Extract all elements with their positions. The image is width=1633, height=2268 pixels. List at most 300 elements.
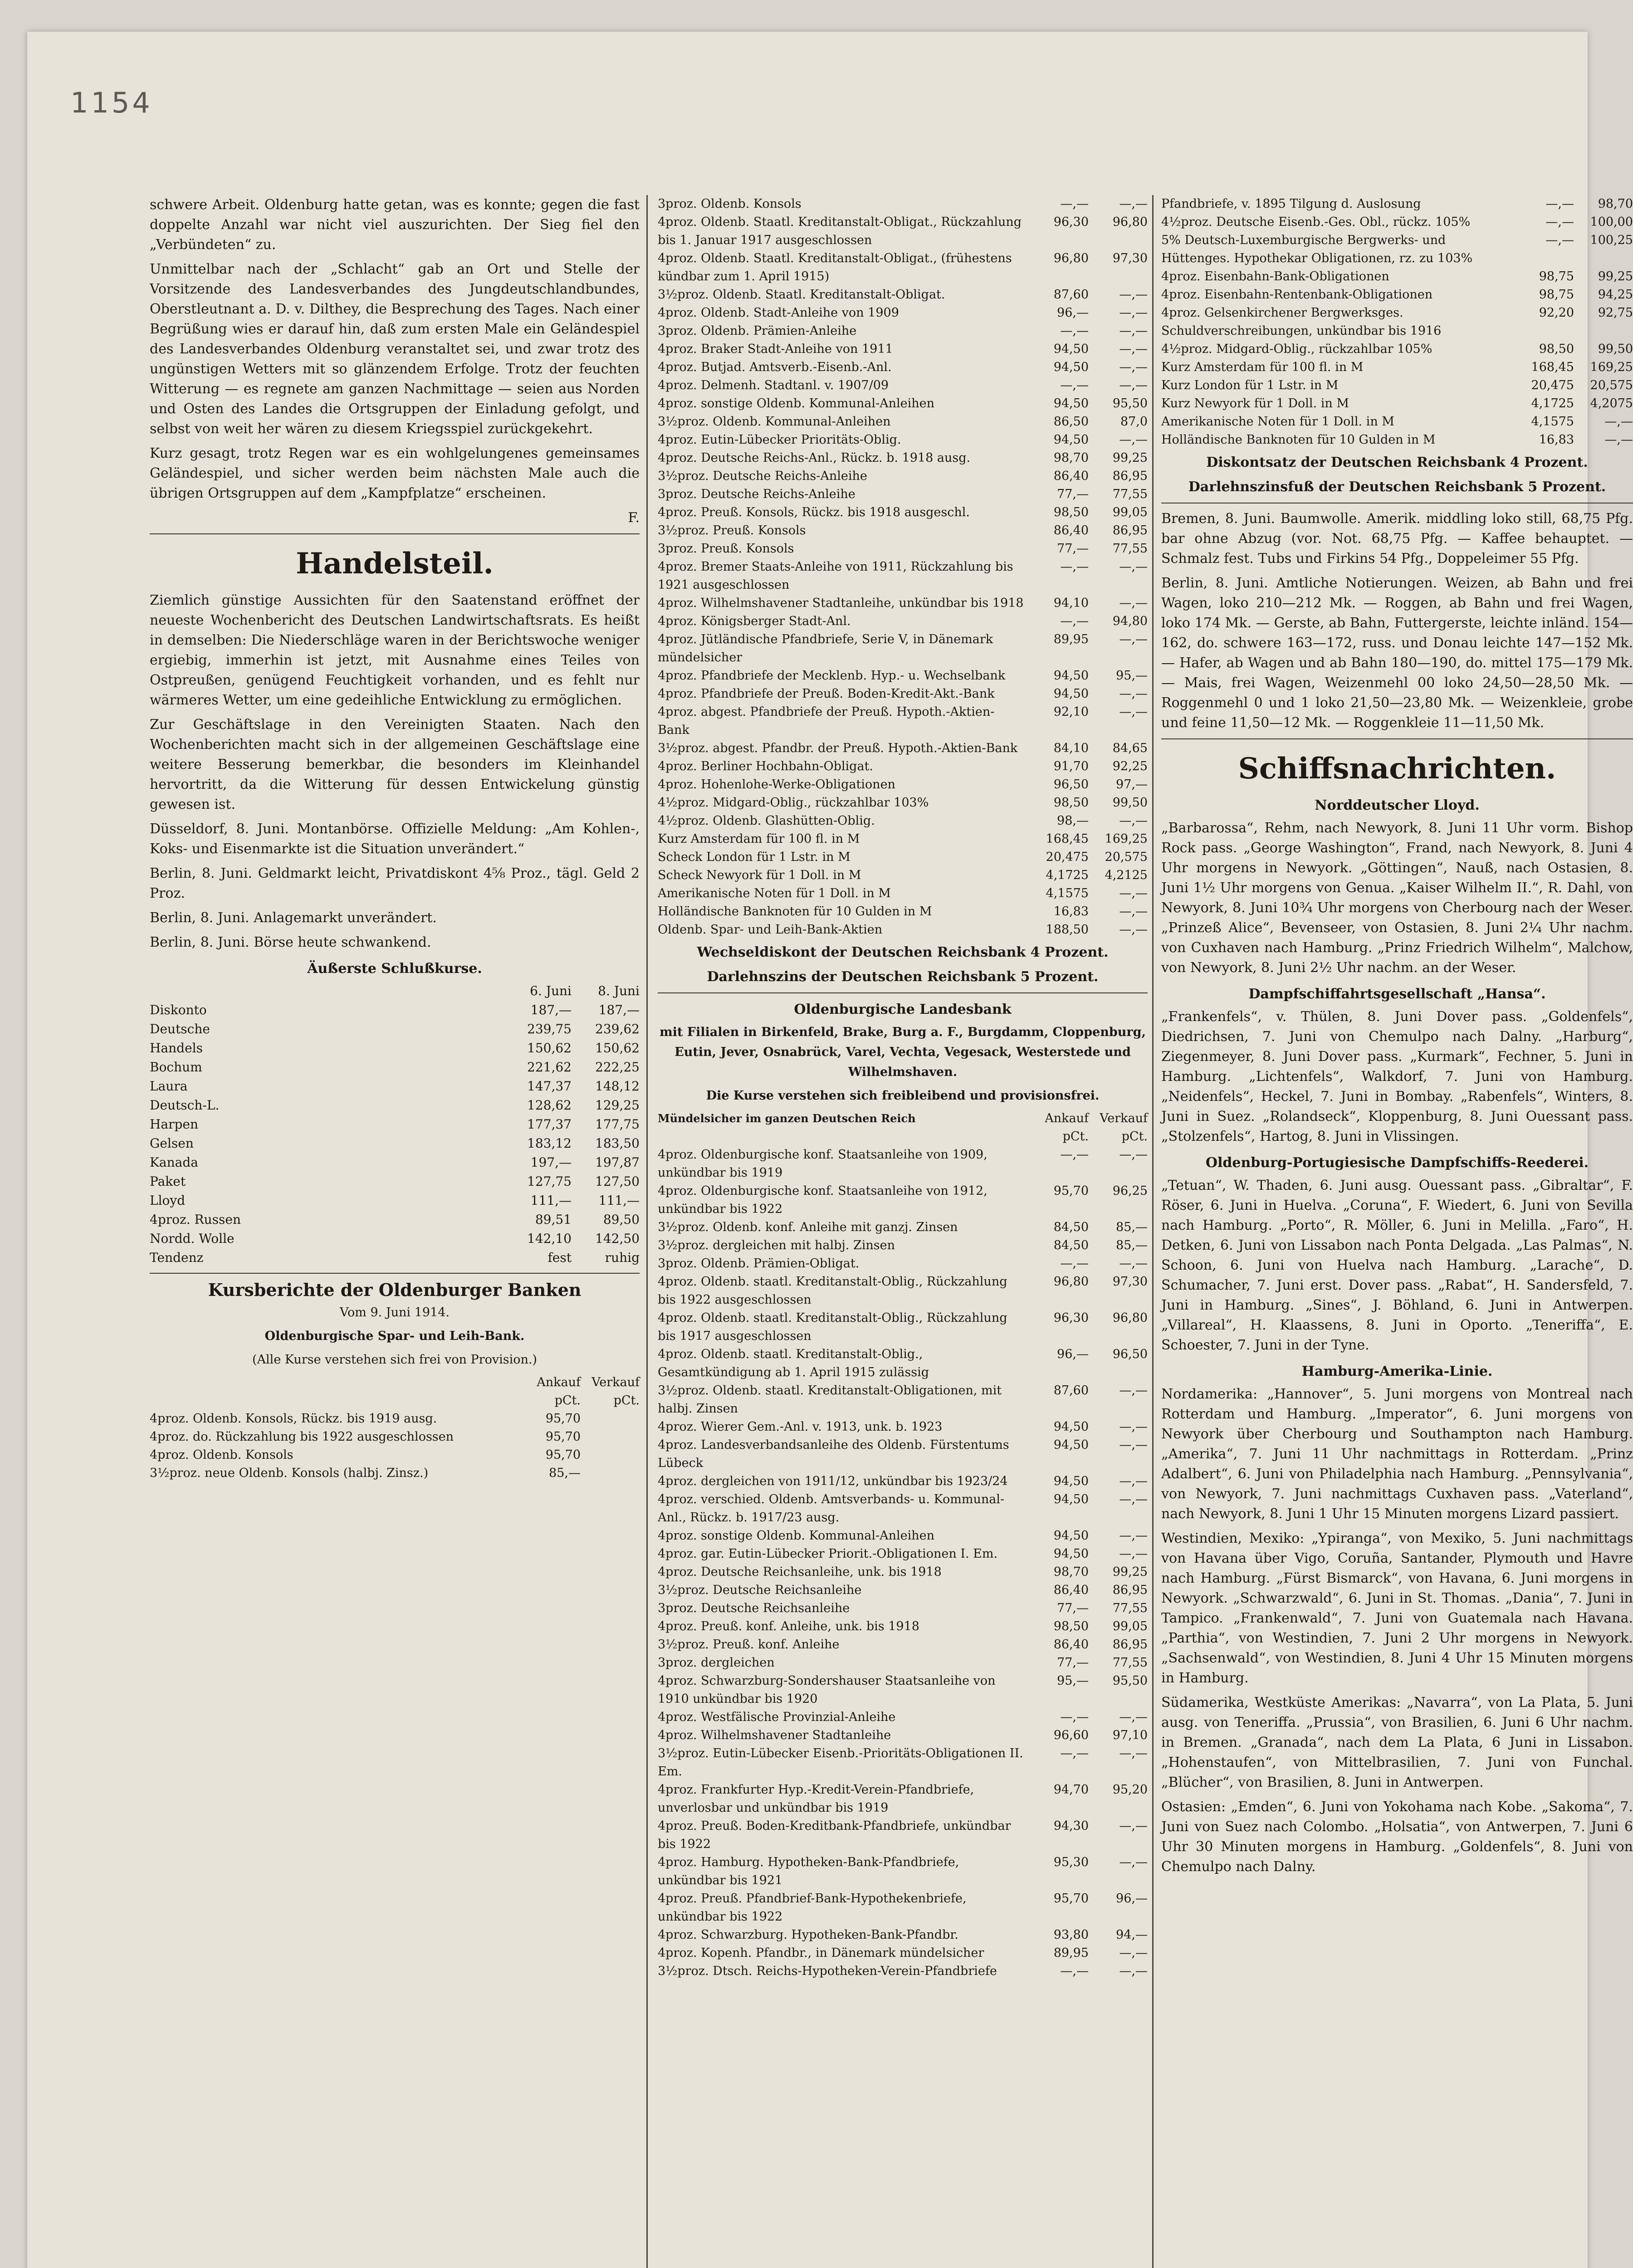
column-rule: [646, 195, 648, 2268]
bond-ankauf: 85,—: [549, 1466, 581, 1480]
bond-row: [658, 903, 1148, 921]
bond-row: [658, 830, 1148, 848]
schluss-row: [150, 1153, 640, 1172]
landesbank-table: [658, 1146, 1148, 1980]
landesbank-title: Oldenburgische Landesbank: [794, 1002, 1012, 1017]
schluss-name: Paket: [150, 1174, 186, 1189]
schluss-row: [150, 1039, 640, 1058]
bond-row: [658, 467, 1148, 485]
bond-row: [658, 631, 1148, 667]
bond-verkauf: —,—: [1119, 923, 1148, 937]
bond-description: 4proz. Oldenburgische konf. Staatsanleihe von 1909, unkündbar bis 1919: [658, 1148, 988, 1180]
bond-description: 4proz. Butjad. Amtsverb.-Eisenb.-Anl.: [658, 360, 892, 374]
bond-description: 3½proz. Dtsch. Reichs-Hypotheken-Verein-Pfandbriefe: [658, 1964, 997, 1978]
bond-row: [658, 413, 1148, 431]
bond-description: Holländische Banknoten für 10 Gulden in M: [1161, 433, 1436, 447]
bond-verkauf: 95,50: [1112, 1674, 1148, 1688]
bond-row: [658, 286, 1148, 304]
bond-verkauf: 99,50: [1112, 796, 1148, 810]
bond-description: 4proz. sonstige Oldenb. Kommunal-Anleihen: [658, 1529, 935, 1543]
bond-description: 4proz. Frankfurter Hyp.-Kredit-Verein-Pfandbriefe, unverlosbar und unkündbar bis 1919: [658, 1783, 974, 1815]
bond-verkauf: —,—: [1119, 1492, 1148, 1506]
bond-ankauf: —,—: [1545, 197, 1574, 211]
schluss-name: Harpen: [150, 1117, 199, 1132]
bond-description: 4proz. Preuß. Konsols, Rückz. bis 1918 ausgeschl.: [658, 505, 970, 519]
bond-verkauf: 86,95: [1112, 1637, 1148, 1652]
bond-description: Amerikanische Noten für 1 Doll. in M: [1161, 415, 1394, 429]
bond-ankauf: 94,50: [1053, 1474, 1089, 1488]
bond-verkauf: —,—: [1119, 1964, 1148, 1978]
schluss-name: Handels: [150, 1041, 203, 1056]
schluss-value: 142,10: [527, 1231, 572, 1246]
schluss-value: 222,25: [595, 1060, 640, 1075]
bond-ankauf: 96,80: [1053, 251, 1089, 265]
handel-paragraph: Zur Geschäftslage in den Vereinigten Staaten. Nach den Wochenberichten macht sich in der allgemeinen Geschäftslage eine weitere Besserung bemerkbar, die besonders im Kleinhandel hervortritt, da die Witterung für dessen Entwickelung günstig gewesen ist.: [150, 717, 640, 812]
bond-ankauf: 94,50: [1053, 342, 1089, 356]
lloyd-text: „Barbarossa“, Rehm, nach Newyork, 8. Juni 11 Uhr vorm. Bishop Rock pass. „George Washington“, Frand, nach Newyork, 8. Juni 4 Uhr morgens in Newyork. „Göttingen“, Nauß, nach Ostasien, 8. Juni 1½ Uhr morgens von Genua. „Kaiser Wilhelm II.“, R. Dahl, von Newyork, 8. Juni 10¾ Uhr morgens von Cherbourg nach der Weser. „Prinzeß Alice“, Bevenseer, von Ostasien, 8. Juni 2¼ Uhr nachm. von Cuxhaven nach Hamburg. „Prinz Friedrich Wilhelm“, Malchow, von Newyork, 8. Juni 2½ Uhr nachm. an der Weser.: [1161, 820, 1633, 976]
bond-ankauf: 94,70: [1053, 1783, 1089, 1797]
bond-description: 4proz. Westfälische Provinzial-Anleihe: [658, 1710, 896, 1724]
bond-row: [1161, 340, 1633, 358]
bond-verkauf: 100,25: [1590, 233, 1633, 247]
bond-ankauf: 94,10: [1053, 596, 1089, 610]
bond-verkauf: 94,25: [1598, 288, 1633, 302]
bond-description: 3proz. Oldenb. Prämien-Anleihe: [658, 324, 857, 338]
bond-verkauf: —,—: [1119, 197, 1148, 211]
bond-verkauf: 20,575: [1105, 850, 1148, 864]
bond-description: 4proz. Preuß. Pfandbrief-Bank-Hypothekenbriefe, unkündbar bis 1922: [658, 1892, 967, 1924]
schluss-table: [150, 1001, 640, 1267]
bond-row: [658, 1527, 1148, 1545]
bond-verkauf: 92,25: [1112, 759, 1148, 773]
bond-description: Oldenb. Spar- und Leih-Bank-Aktien: [658, 923, 883, 937]
bond-description: Kurz Amsterdam für 100 fl. in M: [658, 832, 860, 846]
bond-row: [1161, 304, 1633, 340]
bond-ankauf: 77,—: [1057, 542, 1089, 556]
sport-paragraph: Kurz gesagt, trotz Regen war es ein wohlgelungenes gemeinsames Geländespiel, und sicher werden beim nächsten Male auch die übrigen Ortsgruppen auf dem „Kampfplatze“ erscheinen.: [150, 445, 640, 501]
bond-row: [1161, 268, 1633, 286]
bond-description: 4proz. Wierer Gem.-Anl. v. 1913, unk. b. 1923: [658, 1420, 943, 1434]
bond-row: [1161, 213, 1633, 231]
bond-ankauf: 89,95: [1053, 1946, 1089, 1960]
bond-description: 3½proz. Oldenb. Kommunal-Anleihen: [658, 415, 891, 429]
market-paragraph: Bremen, 8. Juni. Baumwolle. Amerik. middling loko still, 68,75 Pfg. bar ohne Abzug (vor. Not. 68,75 Pfg. — Kaffee behauptet. — Schmalz fest. Tubs und Firkins 54 Pfg., Doppeleimer 55 Pfg.: [1161, 511, 1633, 567]
bond-row: [150, 1446, 640, 1464]
bond-row: [658, 667, 1148, 685]
bond-ankauf: 94,50: [1053, 433, 1089, 447]
bond-description: 4proz. Oldenb. Staatl. Kreditanstalt-Obligat., (frühestens kündbar zum 1. April 1915): [658, 251, 1012, 284]
market-reports: [1161, 509, 1633, 733]
bond-description: 4proz. Oldenb. staatl. Kreditanstalt-Oblig., Rückzahlung bis 1922 ausgeschlossen: [658, 1275, 1007, 1307]
bond-description: 4proz. Wilhelmshavener Stadtanleihe, unkündbar bis 1918: [658, 596, 1024, 610]
bond-ankauf: 98,70: [1053, 451, 1089, 465]
bond-verkauf: 77,55: [1112, 542, 1148, 556]
bond-verkauf: 87,0: [1120, 415, 1148, 429]
hansa-title: Dampfschiffahrtsgesellschaft „Hansa“.: [1248, 986, 1546, 1002]
bond-verkauf: 77,55: [1112, 1601, 1148, 1615]
bond-row: [658, 1563, 1148, 1581]
bond-verkauf: 96,80: [1112, 215, 1148, 229]
bond-row: [658, 1890, 1148, 1926]
bond-ankauf: 95,70: [1053, 1892, 1089, 1906]
bond-description: 4proz. Eisenbahn-Rentenbank-Obligationen: [1161, 288, 1433, 302]
page-number: 1154: [70, 86, 153, 119]
bond-ankauf: 95,70: [545, 1430, 581, 1444]
bond-verkauf: 100,00: [1590, 215, 1633, 229]
schluss-value: fest: [548, 1250, 572, 1265]
bond-verkauf: 94,80: [1112, 614, 1148, 628]
schluss-value: 187,—: [530, 1002, 572, 1017]
portug-title: Oldenburg-Portugiesische Dampfschiffs-Reederei.: [1205, 1155, 1589, 1171]
column-left: [150, 195, 640, 2268]
column-right: [1161, 195, 1633, 2268]
bond-ankauf: 4,1575: [1046, 886, 1089, 900]
schluss-name: 4proz. Russen: [150, 1212, 241, 1227]
bond-description: 4proz. Landesverbandsanleihe des Oldenb. Fürstentums Lübeck: [658, 1438, 1009, 1470]
schluss-value: 150,62: [595, 1041, 640, 1056]
bond-verkauf: 4,2125: [1105, 868, 1148, 882]
schluss-name: Laura: [150, 1079, 188, 1094]
bond-ankauf: —,—: [1545, 233, 1574, 247]
bond-ankauf: —,—: [1060, 614, 1089, 628]
bond-description: 3proz. Oldenb. Konsols: [658, 197, 802, 211]
schluss-row: [150, 1096, 640, 1115]
bond-ankauf: 86,40: [1053, 523, 1089, 538]
bond-verkauf: —,—: [1119, 904, 1148, 919]
bond-description: Kurz Newyork für 1 Doll. in M: [1161, 396, 1349, 411]
bond-row: [658, 1218, 1148, 1237]
bond-verkauf: 97,10: [1112, 1728, 1148, 1742]
hapag-paragraph: Westindien, Mexiko: „Ypiranga“, von Mexiko, 5. Juni nachmittags von Havana über Vigo, Coruña, Santander, Plymouth und Havre nach Hamburg. „Fürst Bismarck“, von Havana, 6. Juni morgens in Newyork. „Schwarzwald“, 6. Juni in St. Thomas. „Dania“, 7. Juni in Tampico. „Frankenwald“, 7. Juni von Guatemala nach Havana. „Parthia“, von Westindien, 7. Juni 2 Uhr morgens in Newyork. „Sachsenwald“, von Westindien, 8. Juni 4 Uhr 15 Minuten morgens in Hamburg.: [1161, 1530, 1633, 1686]
bond-description: Scheck London für 1 Lstr. in M: [658, 850, 851, 864]
bond-verkauf: 95,50: [1112, 396, 1148, 411]
hansa-text: „Frankenfels“, v. Thülen, 8. Juni Dover pass. „Goldenfels“, Diedrichsen, 7. Juni von Chemulpo nach Dalny. „Harburg“, Ziegenmeyer, 8. Juni Dover pass. „Kurmark“, Fechner, 5. Juni in Hamburg. „Lichtenfels“, Walkdorf, 7. Juni von Hamburg. „Neidenfels“, Heckel, 7. Juni in Bombay. „Rabenfels“, Winters, 8. Juni in Suez. „Rolandseck“, Kloppenburg, 8. Juni Ouessant pass. „Stolzenfels“, Hartog, 8. Juni in Vlissingen.: [1161, 1009, 1633, 1144]
bond-description: 3proz. dergleichen: [658, 1656, 775, 1670]
bond-row: [658, 522, 1148, 540]
bond-ankauf: 188,50: [1046, 923, 1089, 937]
bond-row: [658, 1418, 1148, 1436]
bond-description: 4proz. Hohenlohe-Werke-Obligationen: [658, 777, 895, 792]
bond-verkauf: 86,95: [1112, 1583, 1148, 1597]
bond-row: [658, 376, 1148, 395]
bond-ankauf: 87,60: [1053, 288, 1089, 302]
bond-row: [658, 503, 1148, 522]
bond-description: 3½proz. Oldenb. staatl. Kreditanstalt-Obligationen, mit halbj. Zinsen: [658, 1383, 1002, 1416]
bond-ankauf: 96,30: [1053, 215, 1089, 229]
sport-paragraph: Unmittelbar nach der „Schlacht“ gab an Ort und Stelle der Vorsitzende des Landesverbandes des Jungdeutschlandbundes, Oberstleutnant a. D. v. Dilthey, die Besprechung des Tages. Nach einer Begrüßung wies er darauf hin, daß zum ersten Male ein Geländespiel des Landesverbandes Oldenburg veranstaltet sei, und zwar trotz des ungünstigen Wetters mit so glänzendem Erfolge. Trotz der feuchten Witterung — es regnete am ganzen Nachmittage — seien aus Norden und Osten des Landes die Ortsgruppen der Einladung gefolgt, und selbst von weit her wären zu diesem Kriegsspiel zurückgekehrt.: [150, 261, 640, 437]
bond-row: [658, 1309, 1148, 1345]
bond-verkauf: 95,—: [1116, 669, 1148, 683]
bond-verkauf: 99,25: [1112, 451, 1148, 465]
schluss-name: Tendenz: [150, 1250, 204, 1265]
bond-verkauf: 99,25: [1112, 1565, 1148, 1579]
bond-ankauf: 94,50: [1053, 1438, 1089, 1452]
bond-row: [658, 1654, 1148, 1672]
bond-ankauf: 86,40: [1053, 469, 1089, 483]
bond-ankauf: —,—: [1060, 1148, 1089, 1162]
bond-verkauf: —,—: [1119, 1420, 1148, 1434]
handel-body: [150, 591, 640, 953]
schluss-row: [150, 1115, 640, 1134]
bond-ankauf: 89,95: [1053, 632, 1089, 646]
bond-description: Holländische Banknoten für 10 Gulden in M: [658, 904, 932, 919]
schluss-value: 197,—: [530, 1155, 572, 1170]
bond-description: 5% Deutsch-Luxemburgische Bergwerks- und Hüttenges. Hypothekar Obligationen, rz. zu 103%: [1161, 233, 1473, 265]
bond-verkauf: —,—: [1119, 306, 1148, 320]
bond-description: 4½proz. Deutsche Eisenb.-Ges. Obl., rückz. 105%: [1161, 215, 1471, 229]
bond-description: 4proz. Oldenb. staatl. Kreditanstalt-Oblig., Rückzahlung bis 1917 ausgeschlossen: [658, 1311, 1007, 1343]
schiff-title: Schiffsnachrichten.: [1238, 752, 1556, 786]
bond-description: 4proz. Oldenb. Stadt-Anleihe von 1909: [658, 306, 899, 320]
bond-ankauf: 95,70: [1053, 1184, 1089, 1198]
bond-description: Scheck Newyork für 1 Doll. in M: [658, 868, 861, 882]
landesbank-sub: mit Filialen in Birkenfeld, Brake, Burg a. F., Burgdamm, Cloppenburg, Eutin, Jever, Osnabrück, Varel, Vechta, Vegesack, Westerstede und Wilhelmshaven.: [660, 1025, 1146, 1079]
bond-ankauf: 94,50: [1053, 396, 1089, 411]
bond-description: 4proz. Hamburg. Hypotheken-Bank-Pfandbriefe, unkündbar bis 1921: [658, 1855, 959, 1887]
bond-row: [658, 431, 1148, 449]
bond-verkauf: —,—: [1119, 342, 1148, 356]
bond-verkauf: 169,25: [1590, 360, 1633, 374]
hapag-body: [1161, 1384, 1633, 1877]
hapag-paragraph: Ostasien: „Emden“, 6. Juni von Yokohama nach Kobe. „Sakoma“, 7. Juni von Suez nach Colombo. „Holsatia“, von Antwerpen, 7. Juni 6 Uhr 30 Minuten morgens in Hamburg. „Goldenfels“, 8. Juni von Chemulpo nach Dalny.: [1161, 1799, 1633, 1875]
schluss-row: [150, 1229, 640, 1248]
bond-verkauf: —,—: [1119, 1256, 1148, 1271]
schluss-row: [150, 1058, 640, 1077]
bond-ankauf: 84,10: [1053, 741, 1089, 755]
bond-description: 4proz. Wilhelmshavener Stadtanleihe: [658, 1728, 891, 1742]
bond-row: [658, 1817, 1148, 1853]
bond-table: [658, 195, 1148, 939]
schluss-value: 177,75: [595, 1117, 640, 1132]
kurs-table: [150, 1410, 640, 1482]
bond-row: [1161, 195, 1633, 213]
bond-description: 4proz. Schwarzburg-Sondershauser Staatsanleihe von 1910 unkündbar bis 1920: [658, 1674, 996, 1706]
bond-row: [1161, 431, 1633, 449]
schluss-row: [150, 1020, 640, 1039]
bond-row: [658, 594, 1148, 612]
bond-verkauf: 85,—: [1116, 1238, 1148, 1252]
bond-ankauf: 94,50: [1053, 669, 1089, 683]
bond-verkauf: —,—: [1119, 378, 1148, 392]
bond-ankauf: 4,1725: [1531, 396, 1574, 411]
bond-row: [658, 1273, 1148, 1309]
bond-verkauf: 92,75: [1598, 306, 1633, 320]
bond-ankauf: —,—: [1545, 215, 1574, 229]
schluss-value: 129,25: [595, 1098, 640, 1113]
bond-description: 4proz. Oldenburgische konf. Staatsanleihe von 1912, unkündbar bis 1922: [658, 1184, 988, 1216]
bond-description: 3½proz. neue Oldenb. Konsols (halbj. Zinsz.): [150, 1466, 429, 1480]
bond-description: 4proz. Oldenb. staatl. Kreditanstalt-Oblig., Gesamtkündigung ab 1. April 1915 zulässig: [658, 1347, 929, 1379]
bond-row: [658, 340, 1148, 358]
schluss-name: Lloyd: [150, 1193, 186, 1208]
bond-row: [658, 612, 1148, 631]
schluss-value: 177,37: [527, 1117, 572, 1132]
column-middle: [658, 195, 1148, 2268]
bond-ankauf: 16,83: [1539, 433, 1574, 447]
bond-description: 3proz. Oldenb. Prämien-Obligat.: [658, 1256, 860, 1271]
bond-ankauf: 84,50: [1053, 1220, 1089, 1234]
bond-row: [658, 703, 1148, 739]
bond-row: [658, 848, 1148, 866]
schluss-value: 142,50: [595, 1231, 640, 1246]
bond-verkauf: 94,—: [1116, 1928, 1148, 1942]
bond-row: [658, 1599, 1148, 1618]
bond-description: 4proz. dergleichen von 1911/12, unkündbar bis 1923/24: [658, 1474, 1008, 1488]
bond-verkauf: —,—: [1119, 1148, 1148, 1162]
bond-verkauf: [581, 1410, 640, 1428]
bond-verkauf: —,—: [1119, 1819, 1148, 1833]
bond-row: [1161, 286, 1633, 304]
bond-verkauf: 96,80: [1112, 1311, 1148, 1325]
bond-row: [1161, 376, 1633, 395]
bond-verkauf: —,—: [1119, 1855, 1148, 1869]
bond-verkauf: —,—: [1119, 886, 1148, 900]
bond-description: 3½proz. Oldenb. Staatl. Kreditanstalt-Obligat.: [658, 288, 945, 302]
bond-ankauf: 84,50: [1053, 1238, 1089, 1252]
schluss-value: 111,—: [598, 1193, 640, 1208]
bond-row: [658, 1382, 1148, 1418]
bond-verkauf: —,—: [1119, 1474, 1148, 1488]
bond-verkauf: [581, 1464, 640, 1482]
hapag-paragraph: Südamerika, Westküste Amerikas: „Navarra“, von La Plata, 5. Juni ausg. von Teneriffa. „Prussia“, von Brasilien, 6. Juni 6 Uhr nachm. in Bremen. „Granada“, nach dem La Plata, 6 Juni in Lissabon. „Hohenstaufen“, von Mittelbrasilien, 7. Juni von Funchal. „Blücher“, von Brasilien, 8. Juni in Antwerpen.: [1161, 1695, 1633, 1790]
bond-description: 4proz. Eisenbahn-Bank-Obligationen: [1161, 269, 1389, 284]
bond-ankauf: 96,50: [1053, 777, 1089, 792]
bond-ankauf: 96,30: [1053, 1311, 1089, 1325]
bond-row: [658, 1781, 1148, 1817]
bond-verkauf: —,—: [1119, 1529, 1148, 1543]
bond-verkauf: —,—: [1119, 814, 1148, 828]
bond-row: [658, 1708, 1148, 1726]
bond-row: [658, 812, 1148, 830]
bond-row: [1161, 395, 1633, 413]
bond-description: 3½proz. Oldenb. konf. Anleihe mit ganzj. Zinsen: [658, 1220, 958, 1234]
schluss-value: 221,62: [527, 1060, 572, 1075]
bond-row: [658, 395, 1148, 413]
schluss-value: 187,—: [598, 1002, 640, 1017]
kurs-header: Ankauf pCt. Verkauf pCt.: [537, 1375, 640, 1408]
bond-verkauf: —,—: [1119, 1547, 1148, 1561]
bond-verkauf: [581, 1428, 640, 1446]
bond-description: 4proz. Schwarzburg. Hypotheken-Bank-Pfandbr.: [658, 1928, 958, 1942]
bond-row: [658, 558, 1148, 594]
schluss-row: [150, 1210, 640, 1229]
bond-ankauf: 94,50: [1053, 360, 1089, 374]
bond-verkauf: 169,25: [1105, 832, 1148, 846]
bond-verkauf: —,—: [1119, 324, 1148, 338]
bond-verkauf: 99,25: [1598, 269, 1633, 284]
bond-verkauf: —,—: [1604, 433, 1633, 447]
bond-description: 4proz. Bremer Staats-Anleihe von 1911, Rückzahlung bis 1921 ausgeschlossen: [658, 560, 1013, 592]
bond-row: [658, 322, 1148, 340]
bond-description: 4proz. Preuß. Boden-Kreditbank-Pfandbriefe, unkündbar bis 1922: [658, 1819, 1011, 1851]
bond-description: 4½proz. Oldenb. Glashütten-Oblig.: [658, 814, 875, 828]
bond-row: [658, 758, 1148, 776]
bond-ankauf: 93,80: [1053, 1928, 1089, 1942]
bond-description: 4proz. Deutsche Reichs-Anl., Rückz. b. 1918 ausg.: [658, 451, 971, 465]
bond-ankauf: 94,50: [1053, 1529, 1089, 1543]
bond-verkauf: 99,05: [1112, 505, 1148, 519]
schluss-value: 127,75: [527, 1174, 572, 1189]
bond-row: [658, 1545, 1148, 1563]
bond-description: 4proz. verschied. Oldenb. Amtsverbands- u. Kommunal-Anl., Rückz. b. 1917/23 ausg.: [658, 1492, 1005, 1525]
bond-description: 4proz. Braker Stadt-Anleihe von 1911: [658, 342, 893, 356]
schluss-row: [150, 1134, 640, 1153]
bond-row: [658, 1345, 1148, 1382]
bond-description: 4proz. Gelsenkirchener Bergwerksges. Schuldverschreibungen, unkündbar bis 1916: [1161, 306, 1442, 338]
bond-verkauf: 86,95: [1112, 523, 1148, 538]
bond-ankauf: 95,70: [545, 1412, 581, 1426]
bond-ankauf: 98,50: [1053, 1619, 1089, 1633]
bond-verkauf: 97,30: [1112, 1275, 1148, 1289]
bond-verkauf: —,—: [1119, 596, 1148, 610]
kurs-note: (Alle Kurse verstehen sich frei von Provision.): [252, 1353, 537, 1367]
bond-description: 3proz. Deutsche Reichs-Anleihe: [658, 487, 856, 501]
schluss-name: Deutsch-L.: [150, 1098, 220, 1113]
kurs-bank: Oldenburgische Spar- und Leih-Bank.: [264, 1329, 525, 1343]
bond-ankauf: 98,—: [1057, 814, 1089, 828]
sport-paragraph: schwere Arbeit. Oldenburg hatte getan, was es konnte; gegen die fast doppelte Anzahl war nicht viel auszurichten. Der Sieg fiel den „Verbündeten“ zu.: [150, 197, 640, 253]
bond-description: 4½proz. Midgard-Oblig., rückzahlbar 105%: [1161, 342, 1433, 356]
bond-row: [658, 739, 1148, 758]
bond-description: 4proz. Oldenb. Konsols: [150, 1448, 293, 1462]
bond-row: [658, 540, 1148, 558]
bond-ankauf: 77,—: [1057, 1601, 1089, 1615]
schluss-value: ruhig: [605, 1250, 640, 1265]
bond-description: 3½proz. Deutsche Reichsanleihe: [658, 1583, 862, 1597]
bond-footer-1: Wechseldiskont der Deutschen Reichsbank 4 Prozent.: [697, 944, 1109, 960]
bond-ankauf: 94,30: [1053, 1819, 1089, 1833]
bond-description: 4proz. abgest. Pfandbriefe der Preuß. Hypoth.-Aktien-Bank: [658, 705, 995, 737]
schluss-name: Nordd. Wolle: [150, 1231, 235, 1246]
bond-ankauf: 96,80: [1053, 1275, 1089, 1289]
bond-row: [658, 213, 1148, 249]
bond-verkauf: 97,—: [1116, 777, 1148, 792]
bond-row: [658, 195, 1148, 213]
bond-ankauf: —,—: [1060, 1710, 1089, 1724]
bond-verkauf: 4,2075: [1590, 396, 1633, 411]
bond-ankauf: 98,75: [1539, 288, 1574, 302]
bond-row: [658, 1618, 1148, 1636]
bond-description: 4½proz. Midgard-Oblig., rückzahlbar 103%: [658, 796, 929, 810]
bond-verkauf: —,—: [1119, 687, 1148, 701]
schluss-value: 89,51: [535, 1212, 572, 1227]
bond-ankauf: 4,1575: [1531, 415, 1574, 429]
bond-verkauf: —,—: [1119, 1438, 1148, 1452]
bond-description: 4proz. Deutsche Reichsanleihe, unk. bis 1918: [658, 1565, 942, 1579]
portug-text: „Tetuan“, W. Thaden, 6. Juni ausg. Ouessant pass. „Gibraltar“, F. Röser, 6. Juni in Huelva. „Coruna“, F. Wiedert, 6. Juni von Sevilla nach Hamburg. „Porto“, R. Möller, 6. Juni in Melilla. „Faro“, H. Detken, 6. Juni von Lissabon nach Ponta Delgada. „Las Palmas“, N. Schoon, 6. Juni von Huelva nach Hamburg. „Larache“, D. Schumacher, 7. Juni erst. Dover pass. „Rabat“, H. Sandersfeld, 7. Juni in Hamburg. „Sines“, J. Böhland, 6. Juni in Antwerpen. „Villareal“, H. Klaassens, 8. Juni in Oporto. „Teneriffa“, E. Schoester, 7. Juni in der Tyne.: [1161, 1178, 1633, 1353]
divider: [150, 1273, 640, 1274]
bond-ankauf: —,—: [1060, 324, 1089, 338]
bond-row: [658, 1491, 1148, 1527]
bond-description: 4proz. Berliner Hochbahn-Obligat.: [658, 759, 873, 773]
bond-row: [150, 1410, 640, 1428]
schluss-name: Gelsen: [150, 1136, 194, 1151]
bond-verkauf: [581, 1446, 640, 1464]
bond-verkauf: 99,05: [1112, 1619, 1148, 1633]
schluss-value: 239,62: [595, 1022, 640, 1036]
schluss-value: 183,50: [595, 1136, 640, 1151]
bond-ankauf: 94,50: [1053, 1420, 1089, 1434]
bond-row: [1161, 231, 1633, 268]
bond-verkauf: —,—: [1119, 1946, 1148, 1960]
bond-row: [658, 1255, 1148, 1273]
schluss-row: [150, 1172, 640, 1191]
bond-description: 4proz. Delmenh. Stadtanl. v. 1907/09: [658, 378, 889, 392]
bond-description: 4proz. Eutin-Lübecker Prioritäts-Oblig.: [658, 433, 901, 447]
bond-row: [658, 685, 1148, 703]
schluss-row: [150, 1191, 640, 1210]
bond-verkauf: 77,55: [1112, 1656, 1148, 1670]
